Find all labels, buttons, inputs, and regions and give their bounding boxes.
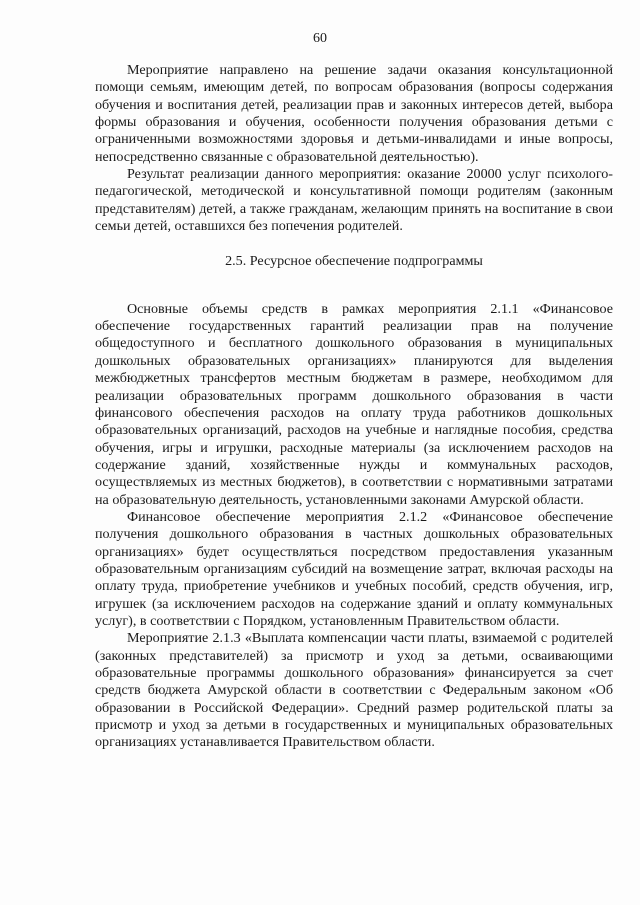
document-body xyxy=(95,62,613,752)
page-number: 60 xyxy=(313,31,327,46)
paragraph-measure-2-1-1: Основные объемы средств в рамках мероприятия 2.1.1 «Финансовое обеспечение государственных гарантий реализации прав на получение общедоступного и бесплатного дошкольного образования в муниципальных дошкольных образовательных организациях» планируются для выделения межбюджетных трансфертов местным бюджетам в размере, необходимом для реализации образовательных программ дошкольного образования в части финансового обеспечения расходов на оплату труда работников дошкольных образовательных организаций, расходов на учебные и наглядные пособия, средства обучения, игры и игрушки, расходные материалы (за исключением расходов на содержание зданий, хозяйственные нужды и коммунальных расходов, осуществляемых из местных бюджетов), в соответствии с нормативными затратами на образовательную деятельность, установленными законами Амурской области. xyxy=(95,300,613,508)
section-heading: 2.5. Ресурсное обеспечение подпрограммы xyxy=(225,253,483,270)
paragraph-consultation-result: Результат реализации данного мероприятия: оказание 20000 услуг психолого-педагогической, методической и консультативной помощи родителям (законным представителям) детей, а также гражданам, желающим принять на воспитание в свои семьи детей, оставшихся без попечения родителей. xyxy=(95,166,613,235)
paragraph-consultation-purpose: Мероприятие направлено на решение задачи оказания консультационной помощи семьям, имеющим детей, по вопросам образования (вопросы содержания обучения и воспитания детей, реализации прав и законных интересов детей, выбора формы образования и обучения, особенности получения образования детьми с ограниченными возможностями здоровья и детьми-инвалидами и иные вопросы, непосредственно связанные с образовательной деятельностью). xyxy=(95,62,613,165)
paragraph-measure-2-1-3: Мероприятие 2.1.3 «Выплата компенсации части платы, взимаемой с родителей (законных представителей) за присмотр и уход за детьми, осваивающими образовательные программы дошкольного образования» финансируется за счет средств бюджета Амурской области в соответствии с Федеральным законом «Об образовании в Российской Федерации». Средний размер родительской платы за присмотр и уход за детьми в государственных и муниципальных образовательных организациях устанавливается Правительством области. xyxy=(95,630,613,751)
paragraph-measure-2-1-2: Финансовое обеспечение мероприятия 2.1.2 «Финансовое обеспечение получения дошкольного образования в частных дошкольных образовательных организациях» будет осуществляться посредством предоставления указанным образовательным организациям субсидий на возмещение затрат, включая расходы на оплату труда, приобретение учебников и учебных пособий, средств обучения, игр, игрушек (за исключением расходов на содержание зданий и оплату коммунальных услуг), в соответствии с Порядком, установленным Правительством области. xyxy=(95,508,613,629)
